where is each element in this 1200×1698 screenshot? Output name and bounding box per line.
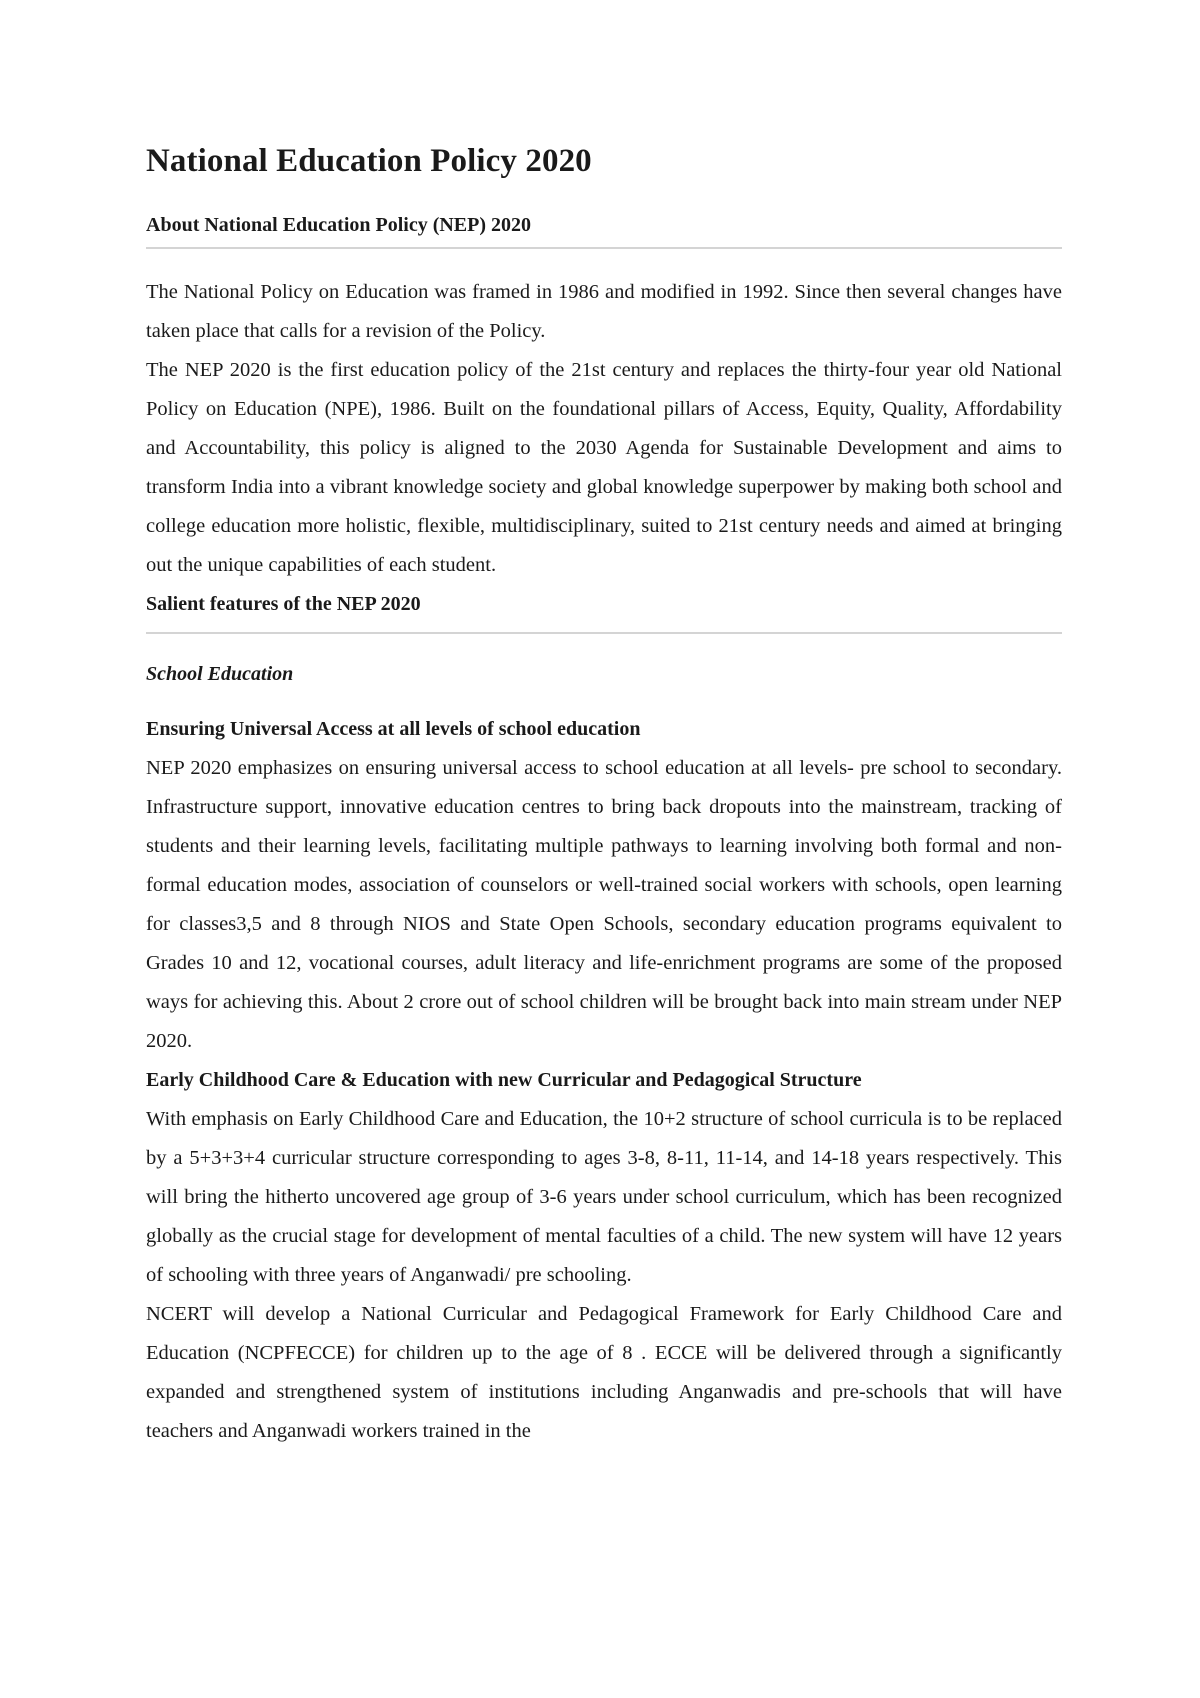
- document-page: [146, 140, 1062, 1451]
- ecce-paragraph-2: NCERT will develop a National Curricular and Pedagogical Framework for Early Childhood Care and Education (NCPFECCE) for children up to the age of 8 . ECCE will be delivered through a significantly expanded and strengthened system of institutions including Anganwadis and pre-schools that will have teachers and Anganwadi workers trained in the: [146, 1302, 1062, 1442]
- universal-access-paragraph: NEP 2020 emphasizes on ensuring universal access to school education at all levels- pre school to secondary. Infrastructure support, innovative education centres to bring back dropouts into the mainstream, tracking of students and their learning levels, facilitating multiple pathways to learning involving both formal and non-formal education modes, association of counselors or well-trained social workers with schools, open learning for classes3,5 and 8 through NIOS and State Open Schools, secondary education programs equivalent to Grades 10 and 12, vocational courses, adult literacy and life-enrichment programs are some of the proposed ways for achieving this. About 2 crore out of school children will be brought back into main stream under NEP 2020.: [146, 756, 1062, 1052]
- about-paragraph-2: The NEP 2020 is the first education policy of the 21st century and replaces the thirty-four year old National Policy on Education (NPE), 1986. Built on the foundational pillars of Access, Equity, Quality, Affordability and Accountability, this policy is aligned to the 2030 Agenda for Sustainable Development and aims to transform India into a vibrant knowledge society and global knowledge superpower by making both school and college education more holistic, flexible, multidisciplinary, suited to 21st century needs and aimed at bringing out the unique capabilities of each student.: [146, 358, 1062, 576]
- salient-divider: [146, 632, 1062, 634]
- ecce-heading: Early Childhood Care & Education with new Curricular and Pedagogical Structure: [146, 1068, 862, 1091]
- about-paragraph-1: The National Policy on Education was framed in 1986 and modified in 1992. Since then several changes have taken place that calls for a revision of the Policy.: [146, 280, 1062, 342]
- salient-features-heading: Salient features of the NEP 2020: [146, 592, 421, 615]
- ecce-paragraph-1: With emphasis on Early Childhood Care and Education, the 10+2 structure of school curricula is to be replaced by a 5+3+3+4 curricular structure corresponding to ages 3-8, 8-11, 11-14, and 14-18 years respectively. This will bring the hitherto uncovered age group of 3-6 years under school curriculum, which has been recognized globally as the crucial stage for development of mental faculties of a child. The new system will have 12 years of schooling with three years of Anganwadi/ pre schooling.: [146, 1107, 1062, 1286]
- about-heading: About National Education Policy (NEP) 2020: [146, 213, 532, 236]
- universal-access-heading: Ensuring Universal Access at all levels of school education: [146, 717, 641, 740]
- about-divider: [146, 247, 1062, 249]
- school-education-heading: School Education: [146, 662, 294, 685]
- document-title: National Education Policy 2020: [146, 143, 592, 179]
